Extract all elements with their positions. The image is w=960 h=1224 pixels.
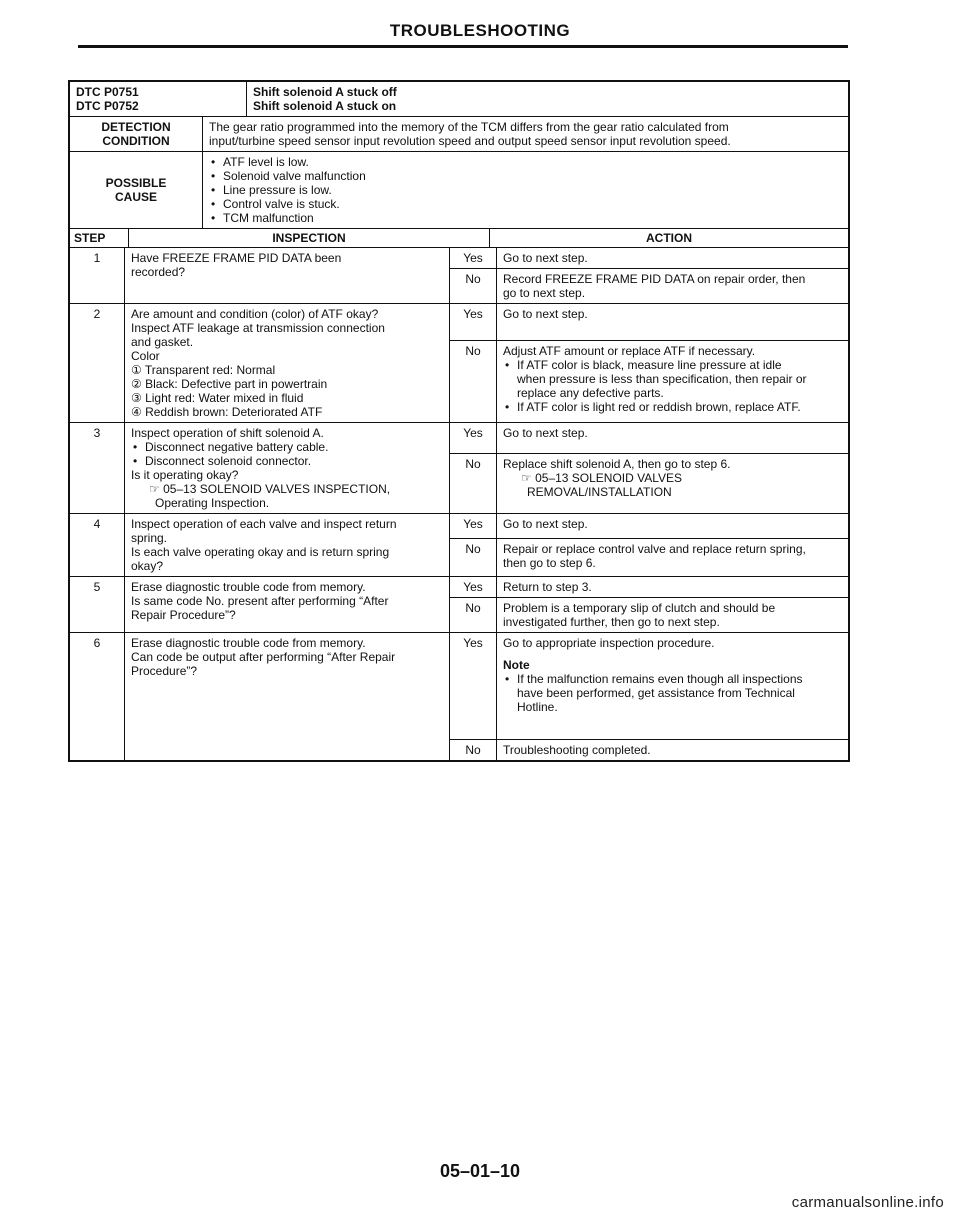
yes-label: Yes (450, 577, 497, 597)
note-title: Note (503, 658, 530, 672)
no-action: Replace shift solenoid A, then go to step 6. ☞ 05–13 SOLENOID VALVES REMOVAL/INSTALLATION (497, 454, 848, 513)
step-number: 4 (70, 514, 125, 576)
possible-cause-label: POSSIBLE CAUSE (70, 152, 203, 228)
no-branch (450, 268, 848, 303)
step-inspection: Erase diagnostic trouble code from memory. Is same code No. present after performing “After Repair Procedure”? (125, 577, 450, 632)
header-step: STEP (70, 229, 129, 247)
step-actions (450, 577, 848, 632)
dtc-code: DTC P0752 (76, 99, 139, 113)
yes-action: Return to step 3. (503, 580, 592, 594)
step-row (70, 303, 848, 422)
step-number: 1 (70, 248, 125, 303)
dtc-codes (70, 82, 247, 116)
step-inspection: Inspect operation of each valve and inspect return spring. Is each valve operating okay and is return spring okay? (125, 514, 450, 576)
cause-item: • Control valve is stuck. (209, 197, 842, 211)
dtc-block (70, 82, 848, 116)
page-number: 05–01–10 (439, 1161, 521, 1181)
watermark: carmanualsonline.info (791, 1194, 944, 1211)
step-number: 3 (70, 423, 125, 513)
yes-label: Yes (450, 248, 497, 268)
no-label: No (450, 740, 497, 760)
step-inspection: Are amount and condition (color) of ATF okay? Inspect ATF leakage at transmission connection and gasket. Color ① Transparent red: Normal ② Black: Defective part in powertrain ③ Light red: Water mixed in fluid ④ Reddish brown: Deteriorated ATF (125, 304, 450, 422)
cause-item: • TCM malfunction (209, 211, 842, 225)
detection-condition-row (70, 116, 848, 151)
page-title: TROUBLESHOOTING (389, 21, 571, 40)
dtc-description: Shift solenoid A stuck off (253, 85, 397, 99)
step-number: 5 (70, 577, 125, 632)
step-inspection: Erase diagnostic trouble code from memory. Can code be output after performing “After Repair Procedure”? (125, 633, 450, 760)
cause-item: • Line pressure is low. (209, 183, 842, 197)
header-inspection: INSPECTION (129, 229, 490, 247)
no-branch (450, 739, 848, 760)
possible-cause-row (70, 151, 848, 228)
yes-label: Yes (450, 514, 497, 538)
step-actions (450, 423, 848, 513)
yes-label: Yes (450, 304, 497, 340)
yes-label: Yes (450, 633, 497, 739)
dtc-descriptions (247, 82, 848, 116)
no-branch (450, 453, 848, 513)
yes-branch (450, 423, 848, 453)
yes-action: Go to next step. (503, 307, 588, 321)
no-label: No (450, 539, 497, 576)
detection-condition-label: DETECTION CONDITION (70, 117, 203, 151)
cause-item: • ATF level is low. (209, 155, 842, 169)
no-action: Adjust ATF amount or replace ATF if necessary. • If ATF color is black, measure line pressure at idle when pressure is less than specification, then repair or replace any defective parts. • If ATF color is light red or reddish brown, replace ATF. (497, 341, 848, 422)
step-actions (450, 633, 848, 760)
step-actions (450, 514, 848, 576)
step-inspection: Inspect operation of shift solenoid A. • Disconnect negative battery cable. • Disconnect solenoid connector. Is it operating okay? ☞ 05–13 SOLENOID VALVES INSPECTION, Operating Inspection. (125, 423, 450, 513)
no-label: No (450, 269, 497, 303)
dtc-description: Shift solenoid A stuck on (253, 99, 397, 113)
step-number: 6 (70, 633, 125, 760)
yes-action: Go to appropriate inspection procedure. Note • If the malfunction remains even though all inspections have been performed, get assistance from Technical Hotline. (497, 633, 848, 739)
reference-link: ☞ 05–13 SOLENOID VALVES INSPECTION, (149, 482, 391, 496)
step-number: 2 (70, 304, 125, 422)
no-action: Problem is a temporary slip of clutch and should be investigated further, then go to next step. (503, 601, 776, 629)
yes-branch (450, 514, 848, 538)
yes-action: Go to next step. (503, 517, 588, 531)
no-action: Repair or replace control valve and replace return spring, then go to step 6. (503, 542, 806, 570)
yes-action: Go to next step. (503, 426, 588, 440)
table-header (70, 228, 848, 247)
yes-branch (450, 577, 848, 597)
step-row (70, 247, 848, 303)
dtc-code: DTC P0751 (76, 85, 139, 99)
yes-action: Go to next step. (503, 251, 588, 265)
step-row (70, 422, 848, 513)
yes-branch (450, 633, 848, 739)
no-branch (450, 340, 848, 422)
step-inspection: Have FREEZE FRAME PID DATA been recorded? (125, 248, 450, 303)
no-action: Troubleshooting completed. (503, 743, 651, 757)
possible-cause-list (203, 152, 848, 228)
step-actions (450, 304, 848, 422)
title-rule (78, 45, 848, 48)
yes-label: Yes (450, 423, 497, 453)
step-row (70, 576, 848, 632)
no-action: Record FREEZE FRAME PID DATA on repair order, then go to next step. (503, 272, 806, 300)
yes-branch (450, 248, 848, 268)
no-label: No (450, 454, 497, 513)
no-label: No (450, 598, 497, 632)
reference-link: ☞ 05–13 SOLENOID VALVES (521, 471, 683, 485)
no-label: No (450, 341, 497, 422)
step-row (70, 632, 848, 760)
no-branch (450, 538, 848, 576)
detection-condition-text: The gear ratio programmed into the memory of the TCM differs from the gear ratio calculated from input/turbine speed sensor input revolution speed and output speed sensor input revolution speed. (209, 120, 731, 148)
yes-branch (450, 304, 848, 340)
step-row (70, 513, 848, 576)
troubleshooting-sheet (68, 80, 850, 762)
step-actions (450, 248, 848, 303)
no-branch (450, 597, 848, 632)
cause-item: • Solenoid valve malfunction (209, 169, 842, 183)
header-action: ACTION (646, 231, 692, 245)
